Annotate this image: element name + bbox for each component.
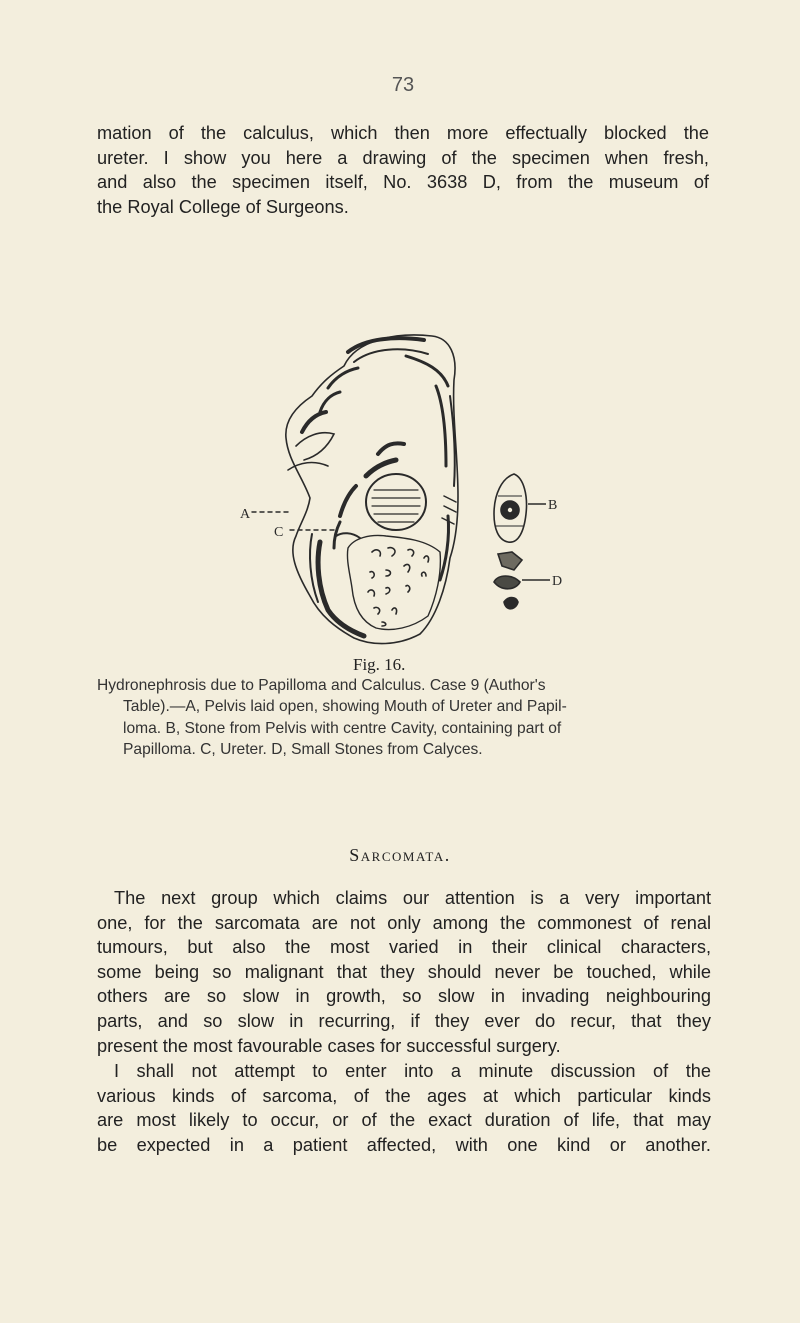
sarcomata-paragraph-2: [97, 1059, 711, 1157]
text-line: parts, and so slow in recurring, if they ever do recur, that they: [97, 1010, 711, 1031]
figure-letter-d: D: [552, 574, 563, 589]
text-line: one, for the sarcomata are not only among the commonest of renal: [97, 912, 711, 933]
text-line: be expected in a patient affected, with one kind or another.: [97, 1134, 711, 1155]
text-line: mation of the calculus, which then more effectually blocked the: [97, 123, 709, 143]
caption-line: Papilloma. C, Ureter. D, Small Stones from Calyces.: [123, 741, 483, 759]
text-line: the Royal College of Surgeons.: [97, 196, 349, 217]
figure-letter-b: B: [548, 498, 558, 513]
text-line: some being so malignant that they should never be touched, while: [97, 961, 711, 982]
text-line: various kinds of sarcoma, of the ages at which particular kinds: [97, 1085, 711, 1106]
kidney-specimen-drawing: [236, 326, 576, 656]
text-line: others are so slow in growth, so slow in invading neighbouring: [97, 986, 711, 1007]
page-number: 73: [391, 74, 415, 96]
figure-16-illustration: [236, 326, 576, 656]
figure-caption: [97, 675, 737, 761]
text-line: ureter. I show you here a drawing of the specimen when fresh,: [97, 147, 709, 168]
stone-b-drawing: [494, 474, 546, 542]
figure-letter-c: C: [274, 525, 284, 540]
caption-line: Hydronephrosis due to Papilloma and Calculus. Case 9 (Author's: [97, 677, 546, 694]
caption-line: Table).—A, Pelvis laid open, showing Mouth of Ureter and Papil-: [123, 698, 567, 716]
text-line: and also the specimen itself, No. 3638 D, from the museum of: [97, 172, 709, 193]
text-line: I shall not attempt to enter into a minute discussion of the: [114, 1061, 711, 1081]
section-heading: Sarcomata.: [349, 845, 451, 865]
text-line: tumours, but also the most varied in their clinical characters,: [97, 937, 711, 958]
caption-line: loma. B, Stone from Pelvis with centre Cavity, containing part of: [123, 719, 562, 737]
text-line: The next group which claims our attention is a very important: [114, 888, 711, 908]
figure-label: Fig. 16.: [353, 655, 406, 674]
sarcomata-paragraph-1: [97, 886, 711, 1058]
intro-paragraph: [97, 121, 709, 219]
figure-letter-a: A: [240, 507, 251, 522]
text-line: are most likely to occur, or of the exact duration of life, that may: [97, 1110, 711, 1131]
small-stones-d-drawing: [494, 552, 550, 609]
text-line: present the most favourable cases for successful surgery.: [97, 1035, 561, 1056]
